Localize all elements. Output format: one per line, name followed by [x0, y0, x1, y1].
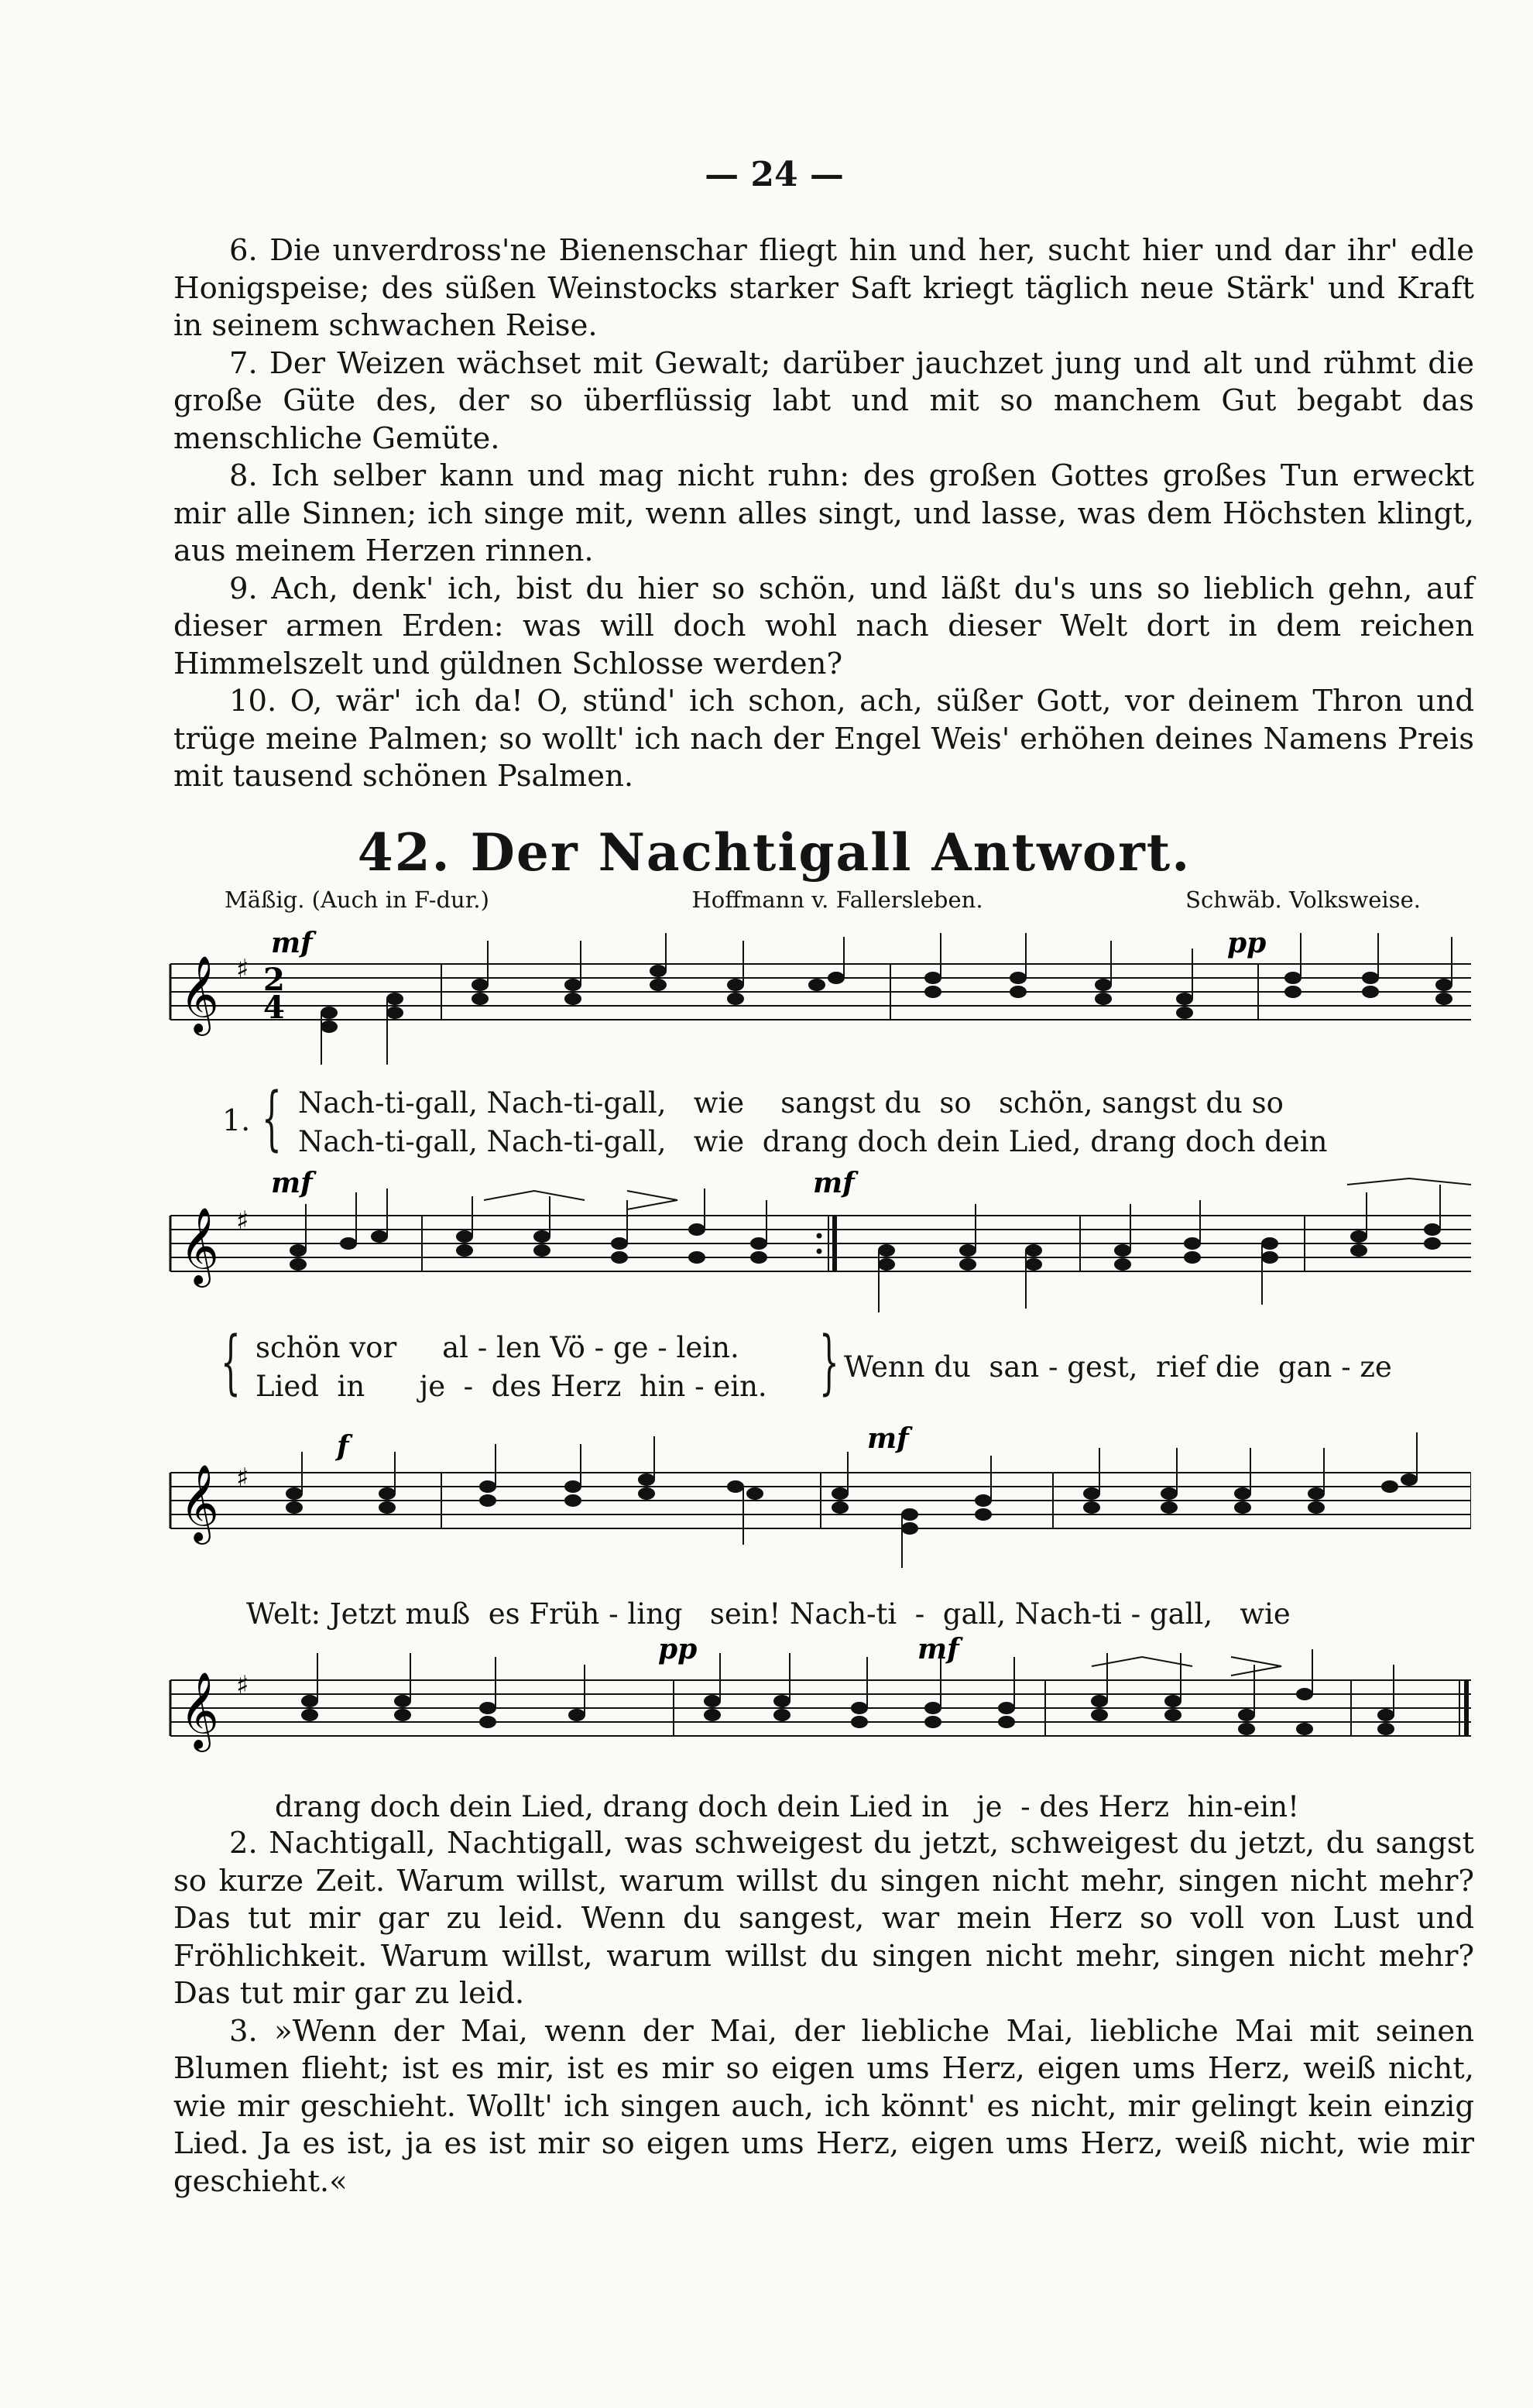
lyric-brace-close: }	[819, 1322, 839, 1403]
dynamic-mf: mf	[271, 1167, 313, 1199]
svg-text:♯: ♯	[236, 1670, 249, 1701]
staff-2	[163, 1161, 1471, 1339]
treble-clef-icon: 𝄞	[180, 955, 219, 1033]
svg-text:♯: ♯	[236, 954, 249, 985]
dynamic-pp: pp	[1227, 927, 1267, 959]
melody-source: Schwäb. Volksweise.	[1185, 887, 1421, 913]
treble-clef-icon: 𝄞	[180, 1464, 219, 1542]
verse-10: 10. O, wär' ich da! O, stünd' ich schon, ach, süßer Gott, vor deinem Thron und trüge meine Palmen; so wollt' ich nach der Engel Weis' erhöhen deines Namens Preis mit tausend schönen Psalmen.	[173, 684, 1474, 794]
verses-top	[173, 232, 1474, 796]
staff-4	[163, 1610, 1471, 1789]
dynamic-f: f	[337, 1430, 349, 1463]
song-title: 42. Der Nachtigall Antwort.	[357, 822, 1192, 883]
time-signature-bottom: 4	[263, 990, 285, 1026]
verse-7: 7. Der Weizen wächset mit Gewalt; darüber jauchzet jung und alt und rühmt die große Güte des, der so überflüssig labt und mit so manchem Gut begabt das menschliche Gemüte.	[173, 345, 1474, 456]
music-system-3	[163, 1409, 1471, 1587]
treble-clef-icon: 𝄞	[180, 1207, 219, 1285]
lyric-brace: {	[262, 1078, 282, 1159]
lyric-sys1-line1: Nach-ti-gall, Nach-ti-gall, wie sangst du so schön, sangst du so	[298, 1086, 1284, 1120]
song-attribution	[225, 887, 1421, 913]
staff-1	[163, 918, 1471, 1096]
dynamic-mf-3: mf	[867, 1422, 909, 1455]
music-system-1	[163, 918, 1471, 1096]
lyric-sys3-line: Welt: Jetzt muß es Früh - ling sein! Nach-ti - gall, Nach-ti - gall, wie	[246, 1597, 1291, 1631]
treble-clef-icon: 𝄞	[180, 1672, 219, 1749]
stanza-3: 3. »Wenn der Mai, wenn der Mai, der liebliche Mai, liebliche Mai mit seinen Blumen flieht; ist es mir, ist es mir so eigen ums Herz, eigen ums Herz, weiß nicht, wie mir geschieht. Wollt' ich singen auch, ich könnt' es nicht, mir gelingt kein einzig Lied. Ja es ist, ja es ist mir so eigen ums Herz, eigen ums Herz, weiß nicht, wie mir geschieht.«	[173, 2013, 1474, 2199]
dynamic-mf: mf	[271, 927, 313, 959]
dynamic-mf-4: mf	[917, 1633, 959, 1665]
svg-text:♯: ♯	[236, 1463, 249, 1494]
music-system-4	[163, 1610, 1471, 1789]
dynamic-mf-2: mf	[813, 1167, 855, 1199]
time-signature-top: 2	[263, 962, 285, 998]
verse-number: 1.	[222, 1103, 251, 1137]
staff-3	[163, 1409, 1471, 1587]
lyric-sys2-line2: Lied in je - des Herz hin - ein.	[256, 1370, 767, 1403]
verse-8: 8. Ich selber kann und mag nicht ruhn: des großen Gottes großes Tun erweckt mir alle Sinnen; ich singe mit, wenn alles singt, und lasse, was dem Höchsten klingt, aus meinem Herzen rinnen.	[173, 458, 1474, 568]
tempo-marking: Mäßig. (Auch in F-dur.)	[225, 887, 489, 913]
lyric-sys2-refrain: Wenn du san - gest, rief die gan - ze	[844, 1350, 1392, 1384]
lyric-sys1-line2: Nach-ti-gall, Nach-ti-gall, wie drang doch dein Lied, drang doch dein	[298, 1125, 1328, 1158]
verses-bottom	[173, 1825, 1474, 2200]
dynamic-pp-2: pp	[658, 1633, 698, 1665]
svg-text:♯: ♯	[236, 1206, 249, 1237]
stanza-2: 2. Nachtigall, Nachtigall, was schweigest du jetzt, schweigest du jetzt, du sangst so kurze Zeit. Warum willst, warum willst du singen nicht mehr, singen nicht mehr? Das tut mir gar zu leid. Wenn du sangest, war mein Herz so voll von Lust und Fröhlichkeit. Warum willst, warum willst du singen nicht mehr, singen nicht mehr? Das tut mir gar zu leid.	[173, 1826, 1474, 2011]
verse-9: 9. Ach, denk' ich, bist du hier so schön, und läßt du's uns so lieblich gehn, auf dieser armen Erden: was will doch wohl nach dieser Welt dort in dem reichen Himmelszelt und güldnen Schlosse werden?	[173, 571, 1474, 681]
lyricist: Hoffmann v. Fallersleben.	[691, 887, 983, 913]
page-number: — 24 —	[705, 155, 844, 194]
lyric-brace-2: {	[221, 1322, 241, 1403]
lyric-sys4-line: drang doch dein Lied, drang doch dein Lied in je - des Herz hin-ein!	[275, 1790, 1299, 1823]
verse-6: 6. Die unverdross'ne Bienenschar fliegt hin und her, sucht hier und dar ihr' edle Honigspeise; des süßen Weinstocks starker Saft kriegt täglich neue Stärk' und Kraft in seinem schwachen Reise.	[173, 233, 1474, 343]
music-system-2	[163, 1161, 1471, 1339]
lyric-sys2-line1: schön vor al - len Vö - ge - lein.	[256, 1331, 739, 1364]
